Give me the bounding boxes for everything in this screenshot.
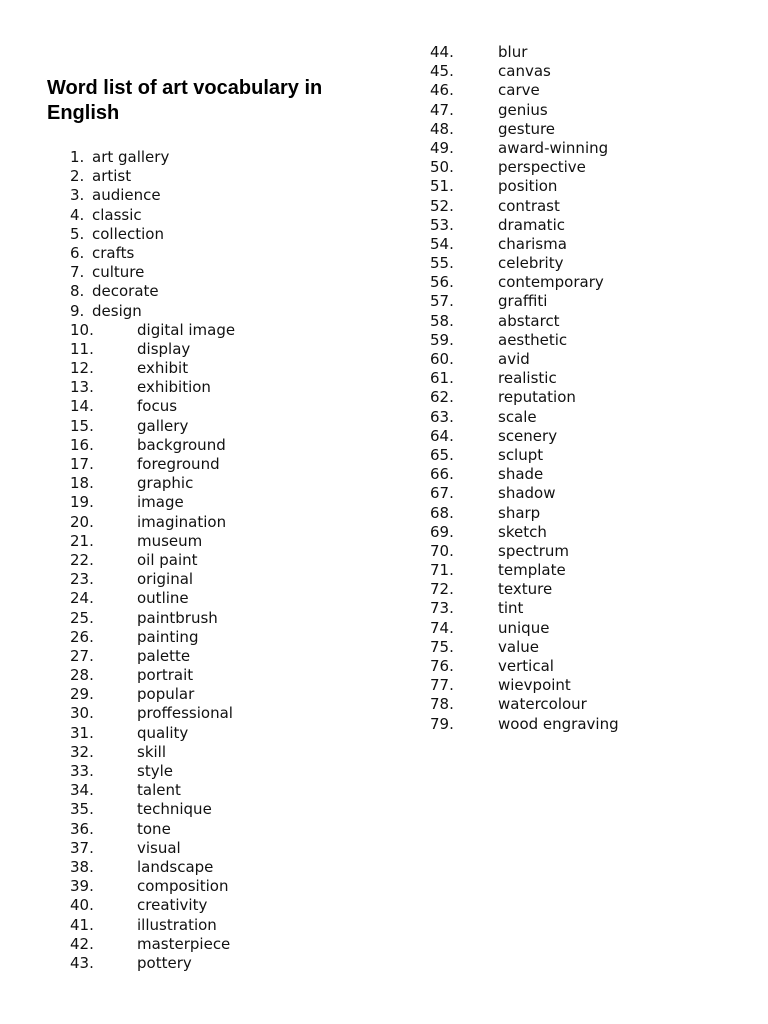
item-number: 11. — [70, 339, 94, 358]
item-word: reputation — [498, 388, 576, 407]
word-list-right-column — [0, 43, 768, 734]
item-number: 41. — [70, 915, 94, 934]
item-number: 56. — [430, 273, 454, 292]
item-word: carve — [498, 81, 540, 100]
item-word: oil paint — [137, 550, 198, 569]
list-item — [0, 273, 768, 292]
item-number: 25. — [70, 608, 94, 627]
item-word: charisma — [498, 234, 567, 253]
list-item — [0, 43, 768, 62]
list-item — [0, 542, 768, 561]
item-word: quality — [137, 723, 189, 742]
item-number: 66. — [430, 465, 454, 484]
list-item — [0, 715, 768, 734]
item-word: imagination — [137, 512, 227, 531]
item-number: 53. — [430, 215, 454, 234]
list-item — [0, 331, 768, 350]
list-item — [0, 388, 768, 407]
item-word: value — [498, 637, 539, 656]
item-number: 8. — [70, 282, 85, 301]
item-number: 73. — [430, 599, 454, 618]
list-item — [0, 896, 384, 915]
item-number: 27. — [70, 646, 94, 665]
item-number: 63. — [430, 407, 454, 426]
item-word: spectrum — [498, 541, 569, 560]
item-number: 52. — [430, 196, 454, 215]
item-number: 78. — [430, 695, 454, 714]
item-number: 6. — [70, 243, 85, 262]
item-word: outline — [137, 589, 189, 608]
item-word: gesture — [498, 119, 556, 138]
item-number: 68. — [430, 503, 454, 522]
item-word: genius — [498, 100, 548, 119]
item-word: abstarct — [498, 311, 560, 330]
item-word: tone — [137, 819, 171, 838]
item-number: 16. — [70, 435, 94, 454]
item-number: 44. — [430, 43, 454, 61]
item-number: 77. — [430, 676, 454, 695]
item-word: exhibition — [137, 378, 211, 397]
item-word: texture — [498, 580, 553, 599]
item-word: foreground — [137, 455, 220, 473]
item-number: 45. — [430, 62, 454, 81]
item-number: 17. — [70, 455, 94, 473]
item-word: design — [92, 301, 142, 320]
item-word: gallery — [137, 416, 189, 435]
item-number: 19. — [70, 493, 94, 512]
list-item — [0, 254, 768, 273]
item-number: 38. — [70, 857, 94, 876]
list-item — [0, 619, 768, 638]
list-item — [0, 369, 768, 388]
item-word: style — [137, 762, 173, 780]
item-number: 35. — [70, 800, 94, 819]
list-item — [0, 139, 768, 158]
item-word: art gallery — [92, 148, 170, 166]
item-number: 18. — [70, 474, 94, 493]
list-item — [0, 427, 768, 446]
item-word: artist — [92, 167, 132, 186]
item-word: dramatic — [498, 215, 565, 234]
list-item — [0, 781, 384, 800]
item-number: 51. — [430, 177, 454, 196]
item-word: palette — [137, 646, 191, 665]
list-item — [0, 676, 768, 695]
item-word: crafts — [92, 243, 135, 262]
item-number: 75. — [430, 637, 454, 656]
list-item — [0, 465, 768, 484]
list-item — [0, 158, 768, 177]
item-word: scenery — [498, 426, 558, 445]
list-item — [0, 954, 384, 973]
item-word: popular — [137, 685, 195, 704]
item-number: 13. — [70, 378, 94, 397]
item-number: 12. — [70, 359, 94, 378]
item-word: avid — [498, 350, 530, 368]
item-word: talent — [137, 781, 181, 800]
list-item — [0, 743, 384, 762]
item-number: 9. — [70, 301, 85, 320]
item-number: 74. — [430, 618, 454, 637]
item-word: sharp — [498, 503, 541, 522]
item-word: focus — [137, 397, 178, 416]
item-word: graffiti — [498, 292, 548, 311]
item-number: 69. — [430, 522, 454, 541]
item-word: collection — [92, 224, 164, 243]
item-word: contrast — [498, 196, 560, 215]
list-item — [0, 561, 768, 580]
item-number: 10. — [70, 320, 94, 339]
item-word: landscape — [137, 857, 214, 876]
item-word: visual — [137, 838, 181, 857]
item-number: 65. — [430, 445, 454, 464]
item-number: 48. — [430, 119, 454, 138]
item-word: paintbrush — [137, 608, 218, 627]
item-number: 3. — [70, 186, 85, 205]
item-word: canvas — [498, 62, 551, 81]
item-word: shadow — [498, 484, 556, 503]
item-number: 76. — [430, 657, 454, 675]
item-word: illustration — [137, 915, 217, 934]
item-number: 64. — [430, 426, 454, 445]
item-word: painting — [137, 627, 199, 646]
item-word: award-winning — [498, 138, 609, 157]
item-word: celebrity — [498, 254, 564, 273]
list-item — [0, 120, 768, 139]
item-number: 4. — [70, 205, 85, 224]
list-item — [0, 820, 384, 839]
item-number: 32. — [70, 742, 94, 761]
list-item — [0, 800, 384, 819]
item-word: sclupt — [498, 445, 544, 464]
item-number: 43. — [70, 953, 94, 972]
item-word: contemporary — [498, 273, 604, 292]
list-item — [0, 292, 768, 311]
item-number: 23. — [70, 570, 94, 589]
list-item — [0, 62, 768, 81]
item-word: background — [137, 435, 226, 454]
item-number: 1. — [70, 148, 85, 166]
item-number: 55. — [430, 254, 454, 273]
item-word: graphic — [137, 474, 194, 493]
item-number: 28. — [70, 666, 94, 685]
item-word: display — [137, 339, 191, 358]
item-word: wood engraving — [498, 714, 619, 733]
item-number: 70. — [430, 541, 454, 560]
item-word: digital image — [137, 320, 236, 339]
list-item — [0, 408, 768, 427]
list-item — [0, 197, 768, 216]
item-word: audience — [92, 186, 161, 205]
item-number: 71. — [430, 561, 454, 580]
page-title: Word list of art vocabulary in English — [47, 77, 323, 124]
list-item — [0, 177, 768, 196]
list-item — [0, 877, 384, 896]
item-number: 26. — [70, 627, 94, 646]
list-item — [0, 858, 384, 877]
item-number: 39. — [70, 877, 94, 896]
item-number: 54. — [430, 234, 454, 253]
item-number: 46. — [430, 81, 454, 100]
list-item — [0, 484, 768, 503]
item-number: 62. — [430, 388, 454, 407]
list-item — [0, 312, 768, 331]
item-number: 24. — [70, 589, 94, 608]
list-item — [0, 935, 384, 954]
item-number: 5. — [70, 224, 85, 243]
list-item — [0, 81, 768, 100]
item-word: portrait — [137, 666, 194, 685]
item-number: 33. — [70, 762, 94, 780]
item-number: 15. — [70, 416, 94, 435]
item-number: 79. — [430, 714, 454, 733]
item-number: 36. — [70, 819, 94, 838]
list-item — [0, 101, 768, 120]
item-number: 47. — [430, 100, 454, 119]
item-number: 21. — [70, 531, 94, 550]
item-word: decorate — [92, 282, 159, 301]
list-item — [0, 235, 768, 254]
list-item — [0, 446, 768, 465]
list-item — [0, 599, 768, 618]
item-word: pottery — [137, 953, 192, 972]
item-number: 7. — [70, 263, 85, 282]
item-number: 31. — [70, 723, 94, 742]
item-word: exhibit — [137, 359, 189, 378]
item-number: 34. — [70, 781, 94, 800]
item-word: skill — [137, 742, 167, 761]
item-number: 14. — [70, 397, 94, 416]
list-item — [0, 657, 768, 676]
list-item — [0, 216, 768, 235]
item-word: scale — [498, 407, 537, 426]
list-item — [0, 916, 384, 935]
list-item — [0, 504, 768, 523]
item-word: position — [498, 177, 558, 196]
item-number: 49. — [430, 138, 454, 157]
item-word: sketch — [498, 522, 547, 541]
item-word: unique — [498, 618, 550, 637]
item-number: 61. — [430, 369, 454, 388]
item-number: 72. — [430, 580, 454, 599]
item-word: original — [137, 570, 194, 589]
item-word: watercolour — [498, 695, 587, 714]
item-number: 37. — [70, 838, 94, 857]
item-word: culture — [92, 263, 145, 282]
item-word: aesthetic — [498, 330, 568, 349]
item-word: wievpoint — [498, 676, 571, 695]
item-number: 30. — [70, 704, 94, 723]
list-item — [0, 762, 384, 781]
item-word: shade — [498, 465, 544, 484]
item-word: tint — [498, 599, 524, 618]
item-word: perspective — [498, 158, 586, 177]
item-word: technique — [137, 800, 212, 819]
item-number: 59. — [430, 330, 454, 349]
item-number: 58. — [430, 311, 454, 330]
item-number: 67. — [430, 484, 454, 503]
item-number: 40. — [70, 896, 94, 915]
item-number: 57. — [430, 292, 454, 311]
item-number: 42. — [70, 934, 94, 953]
list-item — [0, 580, 768, 599]
list-item — [0, 839, 384, 858]
item-number: 2. — [70, 167, 85, 186]
item-word: museum — [137, 531, 203, 550]
item-word: classic — [92, 205, 142, 224]
item-word: proffessional — [137, 704, 233, 723]
item-number: 50. — [430, 158, 454, 177]
item-word: realistic — [498, 369, 557, 388]
list-item — [0, 523, 768, 542]
item-word: blur — [498, 43, 528, 61]
list-item — [0, 695, 768, 714]
item-word: masterpiece — [137, 934, 231, 953]
item-word: template — [498, 561, 566, 580]
item-number: 20. — [70, 512, 94, 531]
list-item — [0, 638, 768, 657]
item-word: image — [137, 493, 184, 512]
item-number: 29. — [70, 685, 94, 704]
item-number: 60. — [430, 350, 454, 368]
item-word: composition — [137, 877, 229, 896]
list-item — [0, 350, 768, 369]
item-number: 22. — [70, 550, 94, 569]
item-word: creativity — [137, 896, 208, 915]
item-word: vertical — [498, 657, 554, 675]
